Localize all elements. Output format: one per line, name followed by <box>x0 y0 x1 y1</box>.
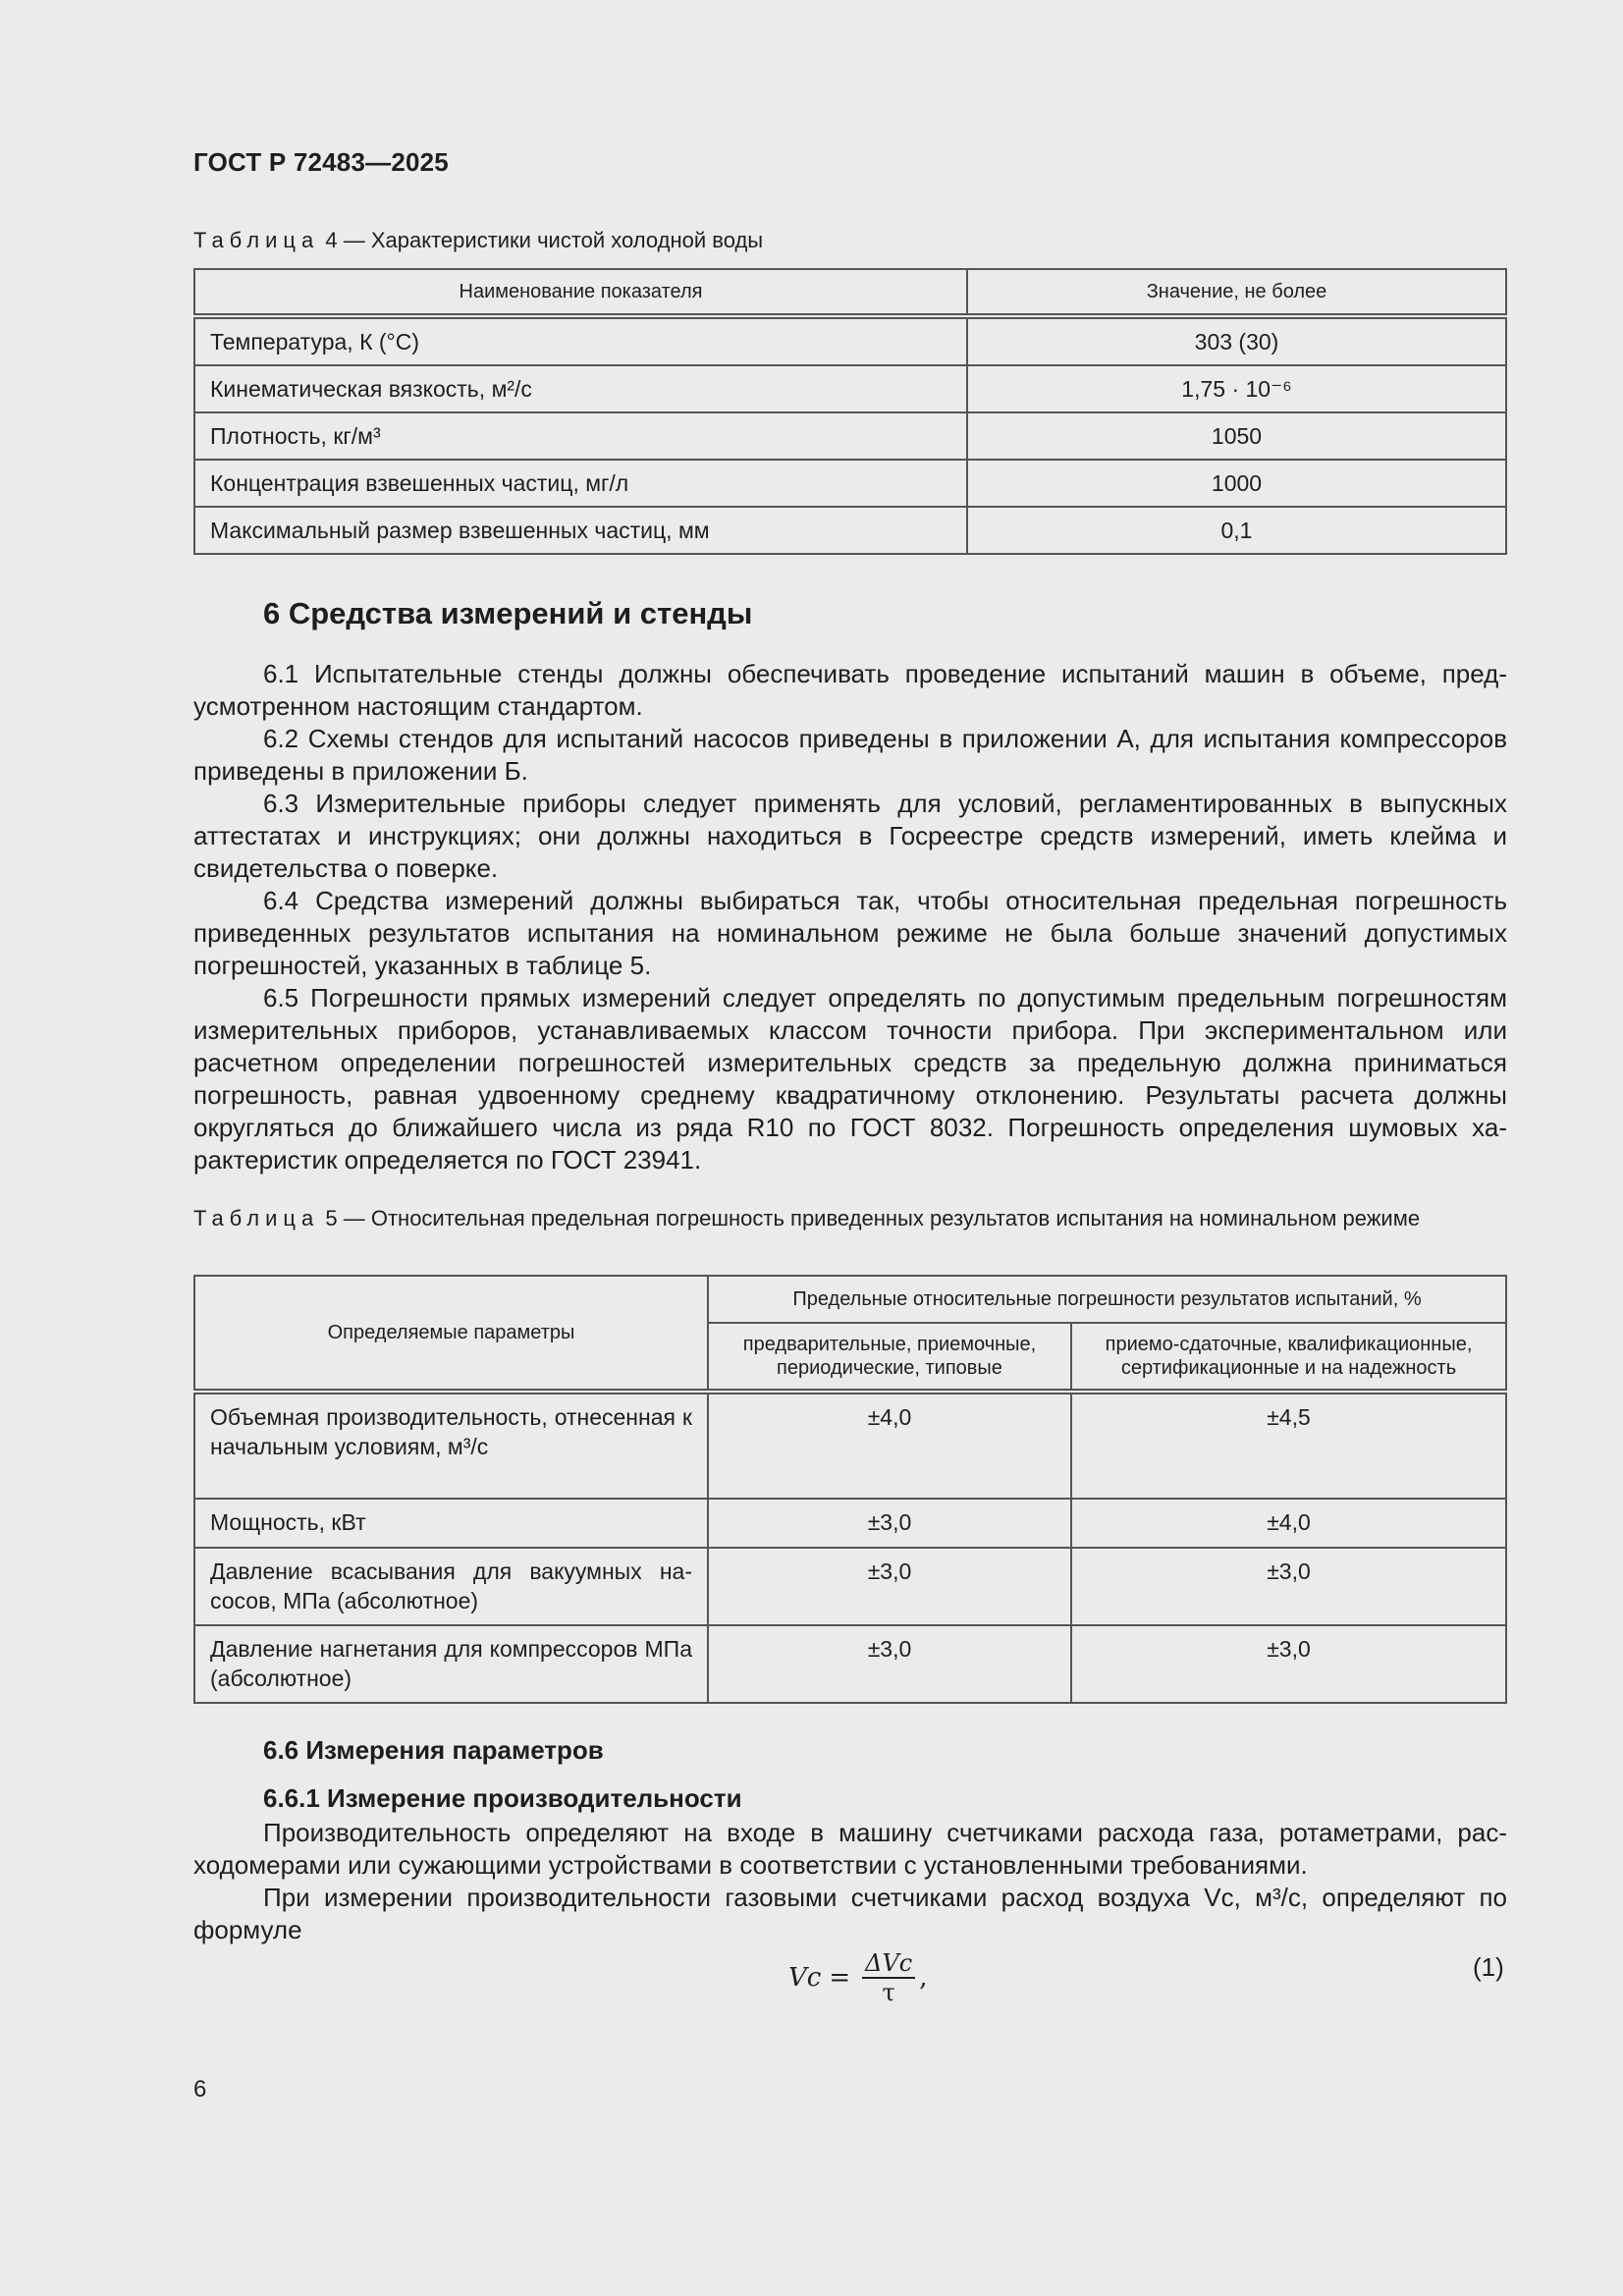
formula-fraction <box>862 1949 915 2006</box>
table5 <box>193 1275 1507 1704</box>
table5-cell-b: ±3,0 <box>1071 1625 1506 1703</box>
table5-header-col-b: приемо-сдаточные, квалификационные, сертификационные и на надежность <box>1071 1323 1506 1392</box>
document-header: ГОСТ Р 72483—2025 <box>193 147 449 177</box>
table-row <box>194 1548 1506 1625</box>
section-6-6-title: 6.6 Измерения параметров <box>263 1735 604 1765</box>
paragraph-6-2: 6.2 Схемы стендов для испытаний насосов приведены в приложении А, для испытания компрессоров приведены в приложении Б. <box>193 724 1507 786</box>
table5-cell-name: Давление нагнетания для компрессоров МПа (абсолютное) <box>194 1625 708 1703</box>
table5-header-group: Предельные относительные погрешности результатов испытаний, % <box>708 1276 1506 1323</box>
table4-caption-label: Таблица <box>193 228 320 252</box>
table4-cell-value: 1,75 · 10⁻⁶ <box>967 365 1506 412</box>
table5-cell-b: ±4,0 <box>1071 1499 1506 1548</box>
table4-cell-name: Температура, К (°С) <box>194 316 967 365</box>
table5-cell-b: ±3,0 <box>1071 1548 1506 1625</box>
section-6-6-1-title: 6.6.1 Измерение производительности <box>263 1783 742 1813</box>
table-row <box>194 316 1506 365</box>
table4-cell-name: Кинематическая вязкость, м²/с <box>194 365 967 412</box>
table5-cell-a: ±3,0 <box>708 1548 1071 1625</box>
table5-cell-b: ±4,5 <box>1071 1392 1506 1499</box>
table-row <box>194 460 1506 507</box>
table5-cell-a: ±4,0 <box>708 1392 1071 1499</box>
table5-cell-name: Мощность, кВт <box>194 1499 708 1548</box>
table4 <box>193 268 1507 555</box>
table5-caption <box>193 1204 1507 1233</box>
table4-cell-value: 0,1 <box>967 507 1506 554</box>
table4-cell-name: Концентрация взвешенных частиц, мг/л <box>194 460 967 507</box>
table4-header-name: Наименование показателя <box>194 269 967 316</box>
table5-caption-label: Таблица <box>193 1206 320 1230</box>
table4-cell-value: 1000 <box>967 460 1506 507</box>
table-row <box>194 1392 1506 1499</box>
table-row <box>194 1499 1506 1548</box>
formula-trail: , <box>919 1963 928 1993</box>
table4-header-value: Значение, не более <box>967 269 1506 316</box>
table5-caption-text: 5 — Относительная предельная погрешность приведенных результатов испытания на номинальном режиме <box>325 1206 1421 1230</box>
table4-caption <box>193 226 1507 255</box>
table-row <box>194 412 1506 460</box>
paragraph-6-6-1-a: Производительность определяют на входе в машину счетчиками расхода газа, ротаметрами, расходомерами или сужающими устройствами в соответствии с установленными требованиями. <box>193 1818 1507 1880</box>
paragraph-6-5: 6.5 Погрешности прямых измерений следует определять по допустимым предельным погрешностям измерительных приборов, устанавливаемых классом точности прибора. При экспериментальном или расчетном определении погрешностей измерительных средств за предельную должна приниматься погрешность, равная удвоенному среднему квадратичному отклонению. Результаты расчета должны округляться до ближайшего числа из ряда R10 по ГОСТ 8032. Погрешность определения шумовых характеристик определяется по ГОСТ 23941. <box>193 983 1507 1175</box>
table5-cell-a: ±3,0 <box>708 1625 1071 1703</box>
table5-header-param: Определяемые параметры <box>194 1276 708 1392</box>
section-6-title: 6 Средства измерений и стенды <box>263 596 753 630</box>
formula-numerator: ΔVс <box>862 1949 915 1979</box>
table4-cell-name: Плотность, кг/м³ <box>194 412 967 460</box>
table-row <box>194 507 1506 554</box>
table-row <box>194 1625 1506 1703</box>
section-6-body <box>193 658 1507 1176</box>
formula-number: (1) <box>1473 1952 1504 1982</box>
formula-equals: = <box>829 1963 851 1993</box>
table4-caption-text: 4 — Характеристики чистой холодной воды <box>325 228 764 252</box>
table4-cell-value: 303 (30) <box>967 316 1506 365</box>
paragraph-6-1: 6.1 Испытательные стенды должны обеспечивать проведение испытаний машин в объеме, предусмотренном настоящим стандартом. <box>193 659 1507 721</box>
formula-denominator: τ <box>882 1979 895 2006</box>
table5-cell-name: Объемная производительность, отнесенная к начальным условиям, м³/с <box>194 1392 708 1499</box>
paragraph-6-6-1-b: При измерении производительности газовыми счетчиками расход воздуха Vс, м³/с, определяют по формуле <box>193 1883 1507 1944</box>
paragraph-6-3: 6.3 Измерительные приборы следует применять для условий, регламентированных в выпускных аттестатах и инструкциях; они должны находиться в Госреестре средств измерений, иметь клейма и свидетельства о поверке. <box>193 789 1507 883</box>
table5-header-col-a: предварительные, приемочные, периодические, типовые <box>708 1323 1071 1392</box>
formula-lhs: Vс <box>788 1963 822 1993</box>
formula-1 <box>788 1949 928 2006</box>
table4-cell-value: 1050 <box>967 412 1506 460</box>
table5-cell-name: Давление всасывания для вакуумных насосов, МПа (абсолютное) <box>194 1548 708 1625</box>
paragraph-6-4: 6.4 Средства измерений должны выбираться так, чтобы относительная предельная погрешность приведенных результатов испытания на номинальном режиме не была больше значений допустимых погрешностей, указанных в таблице 5. <box>193 886 1507 980</box>
table-row <box>194 365 1506 412</box>
table5-cell-a: ±3,0 <box>708 1499 1071 1548</box>
table4-cell-name: Максимальный размер взвешенных частиц, мм <box>194 507 967 554</box>
page-number: 6 <box>193 2076 207 2103</box>
section-6-6-1-body <box>193 1817 1507 1946</box>
